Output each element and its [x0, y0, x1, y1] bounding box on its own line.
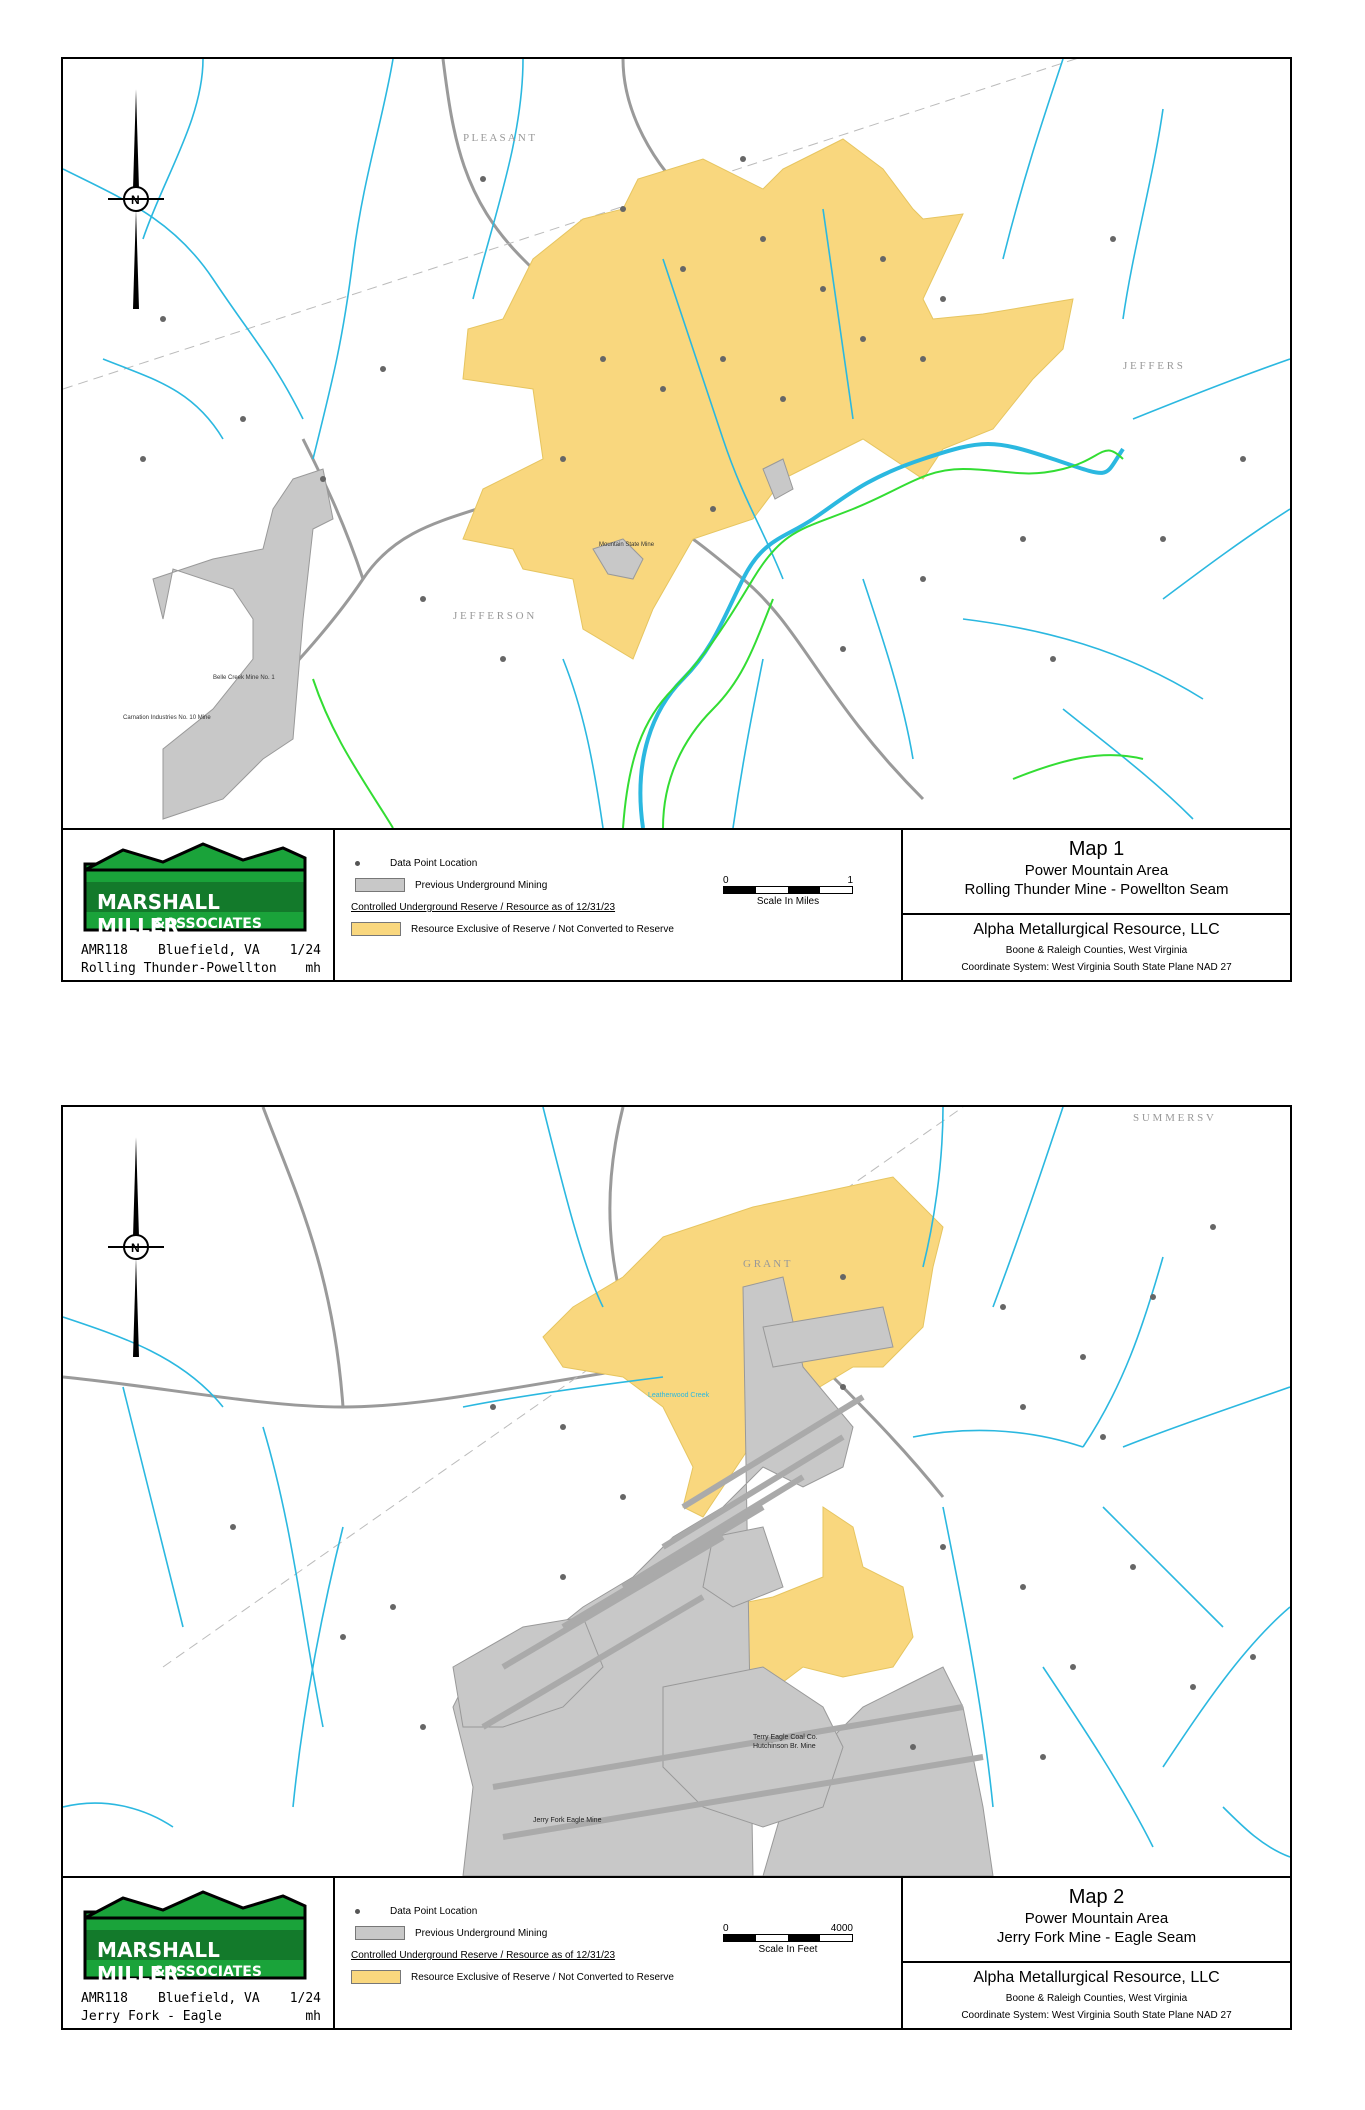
map-number: Map 1 [1068, 838, 1125, 860]
scale-end: 1 [847, 875, 853, 886]
terry-label-b: Hutchinson Br. Mine [753, 1743, 816, 1750]
project-name: Rolling Thunder-Powellton [81, 961, 277, 976]
map-number: Map 2 [1068, 1886, 1125, 1908]
drawing-date: 1/24 [289, 1991, 321, 2006]
legend-label: Previous Underground Mining [415, 1927, 548, 1939]
district-label-1: S U M M E R S V [1133, 1112, 1214, 1124]
scale-bar [723, 1923, 853, 1955]
initials: mh [305, 961, 321, 976]
scale-bar [723, 875, 853, 907]
mining-swatch [355, 1926, 405, 1940]
scale-end: 4000 [830, 1923, 853, 1934]
legend-strip-1 [63, 830, 1290, 982]
counties: Boone & Raleigh Counties, West Virginia [1005, 945, 1188, 956]
district-label-2: G R A N T [743, 1258, 791, 1270]
legend [335, 830, 903, 982]
company-logo [83, 840, 307, 938]
scale-caption: Scale In Feet [758, 1944, 818, 1955]
carnation-label: Carnation Industries No. 10 Mine [123, 715, 211, 721]
coordinate-system: Coordinate System: West Virginia South State Plane NAD 27 [961, 962, 1232, 973]
project-code: AMR118 [81, 943, 128, 958]
legend-exclusive [351, 1970, 674, 1984]
company-logo [83, 1888, 307, 1986]
office: Bluefield, VA [157, 943, 260, 958]
north-arrow-icon [108, 89, 164, 309]
district-label-3: J E F F E R S [1123, 360, 1183, 372]
legend-label: Data Point Location [390, 1906, 478, 1917]
map-canvas-2 [63, 1107, 1290, 1878]
title-block [903, 830, 1290, 982]
logo-sub: &ASSOCIATES [153, 916, 262, 932]
map-mine-seam: Jerry Fork Mine - Eagle Seam [996, 1929, 1197, 1946]
mine-label: Jerry Fork Eagle Mine [533, 1817, 602, 1824]
legend-controlled: Controlled Underground Reserve / Resource as of 12/31/23 [351, 1950, 616, 1961]
drawing-date: 1/24 [289, 943, 321, 958]
district-label-2: J E F F E R S O N [453, 610, 535, 622]
legend-controlled: Controlled Underground Reserve / Resource as of 12/31/23 [351, 902, 616, 913]
legend-prev-mining [355, 1926, 547, 1940]
legend-label: Resource Exclusive of Reserve / Not Converted to Reserve [411, 1971, 674, 1983]
drawing-footer [81, 942, 321, 978]
coordinate-system: Coordinate System: West Virginia South State Plane NAD 27 [961, 2010, 1232, 2021]
data-point-icon [355, 861, 360, 866]
map-area: Power Mountain Area [1024, 862, 1169, 879]
logo-name: MARSHALL MILLER [97, 1938, 220, 1986]
resource-swatch [351, 922, 401, 936]
mining-swatch [355, 878, 405, 892]
resource-area [463, 139, 1073, 659]
svg-text:N: N [131, 1241, 140, 1255]
company-name: Alpha Metallurgical Resource, LLC [973, 1969, 1220, 1986]
legend [335, 1878, 903, 2030]
scale-start: 0 [723, 875, 729, 886]
legend-exclusive [351, 922, 674, 936]
resource-swatch [351, 1970, 401, 1984]
map-sheet-2 [61, 1105, 1292, 2030]
scale-caption: Scale In Miles [756, 896, 820, 907]
legend-data-point [335, 858, 477, 869]
map-sheet-1 [61, 57, 1292, 982]
project-code: AMR118 [81, 1991, 128, 2006]
legend-label: Data Point Location [390, 858, 478, 869]
mine-label: Mountain State Mine [599, 542, 655, 548]
district-label-1: P L E A S A N T [463, 132, 536, 144]
map-area: Power Mountain Area [1024, 1910, 1169, 1927]
scale-start: 0 [723, 1923, 729, 1934]
legend-label: Resource Exclusive of Reserve / Not Converted to Reserve [411, 923, 674, 935]
terry-label-a: Terry Eagle Coal Co. [753, 1734, 818, 1741]
legend-prev-mining [355, 878, 547, 892]
data-point-icon [355, 1909, 360, 1914]
svg-text:N: N [131, 193, 140, 207]
logo-block [63, 1878, 335, 2030]
map-mine-seam: Rolling Thunder Mine - Powellton Seam [964, 881, 1229, 898]
office: Bluefield, VA [157, 1991, 260, 2006]
belle-label: Belle Creek Mine No. 1 [213, 675, 275, 681]
project-name: Jerry Fork - Eagle [81, 2009, 222, 2024]
legend-label: Previous Underground Mining [415, 879, 548, 891]
company-name: Alpha Metallurgical Resource, LLC [973, 921, 1220, 938]
counties: Boone & Raleigh Counties, West Virginia [1005, 1993, 1188, 2004]
legend-strip-2 [63, 1878, 1290, 2030]
logo-sub: &ASSOCIATES [153, 1964, 262, 1980]
creek-label: Leatherwood Creek [648, 1392, 710, 1399]
drawing-footer [81, 1990, 321, 2026]
logo-name: MARSHALL MILLER [97, 890, 220, 938]
initials: mh [305, 2009, 321, 2024]
map-canvas-1 [63, 59, 1290, 830]
title-block [903, 1878, 1290, 2030]
north-arrow-icon [108, 1137, 164, 1357]
legend-data-point [335, 1906, 477, 1917]
logo-block [63, 830, 335, 982]
